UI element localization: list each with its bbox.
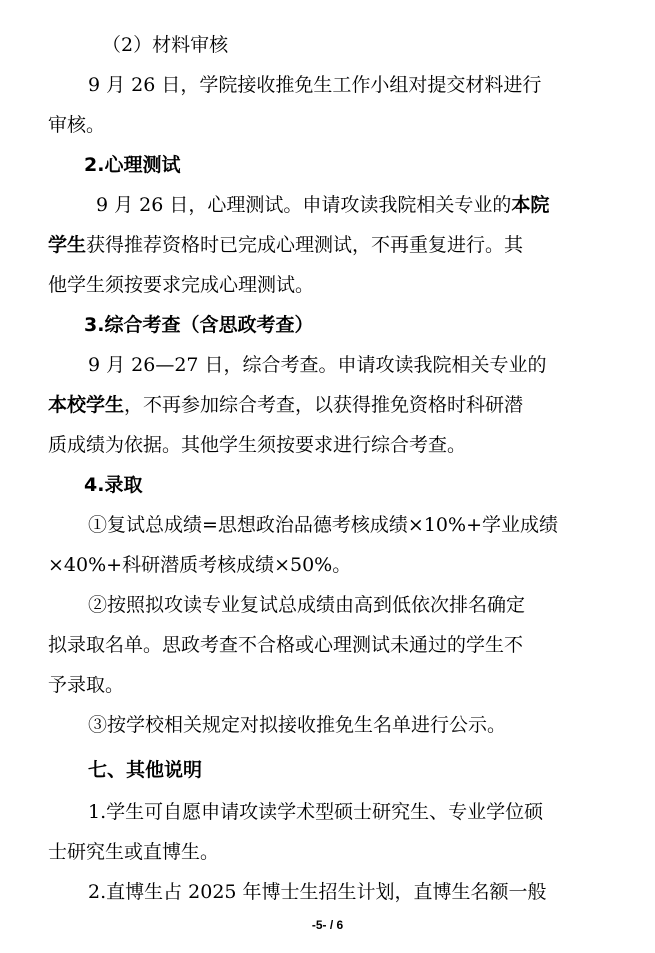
heading-other-notes: 七、其他说明 [88, 759, 203, 781]
paragraph-line: 1.学生可自愿申请攻读学术型硕士研究生、专业学位硕 [88, 801, 544, 823]
paragraph-line: 拟录取名单。思政考查不合格或心理测试未通过的学生不 [48, 634, 524, 656]
paragraph-line [96, 193, 549, 217]
heading-comprehensive-review: 3.综合考查（含思政考查） [84, 314, 314, 336]
page-number: -5- / 6 [311, 918, 344, 932]
bold-text: 学生 [48, 234, 87, 256]
heading-admission: 4.录取 [84, 474, 143, 496]
paragraph-line: ×40%+科研潜质考核成绩×50%。 [48, 554, 352, 576]
paragraph-line: 9 月 26 日，学院接收推免生工作小组对提交材料进行 [88, 74, 542, 96]
paragraph-line: 2.直博生占 2025 年博士生招生计划，直博生名额一般 [88, 881, 547, 903]
bold-text: 本院 [511, 194, 550, 216]
heading-psych-test: 2.心理测试 [84, 154, 181, 176]
paragraph-line: 质成绩为依据。其他学生须按要求进行综合考查。 [48, 434, 467, 456]
paragraph-line: 他学生须按要求完成心理测试。 [48, 274, 315, 296]
paragraph-line: 审核。 [48, 114, 106, 136]
subheading-material-review: （2）材料审核 [102, 34, 229, 56]
bold-text: 本校学生 [48, 394, 125, 416]
paragraph-line: ②按照拟攻读专业复试总成绩由高到低依次排名确定 [88, 594, 526, 616]
paragraph-line: 予录取。 [48, 674, 125, 696]
text-span: 获得推荐资格时已完成心理测试，不再重复进行。其 [86, 234, 524, 256]
paragraph-line [48, 393, 523, 417]
paragraph-line: 士研究生或直博生。 [48, 841, 220, 863]
text-span: 9 月 26 日，心理测试。申请攻读我院相关专业的 [96, 194, 512, 216]
paragraph-line: ③按学校相关规定对拟接收推免生名单进行公示。 [88, 714, 507, 736]
paragraph-line [48, 233, 523, 257]
paragraph-line: ①复试总成绩=思想政治品德考核成绩×10%+学业成绩 [88, 514, 558, 536]
text-span: ，不再参加综合考查，以获得推免资格时科研潜 [124, 394, 524, 416]
paragraph-line: 9 月 26—27 日，综合考查。申请攻读我院相关专业的 [88, 354, 547, 376]
